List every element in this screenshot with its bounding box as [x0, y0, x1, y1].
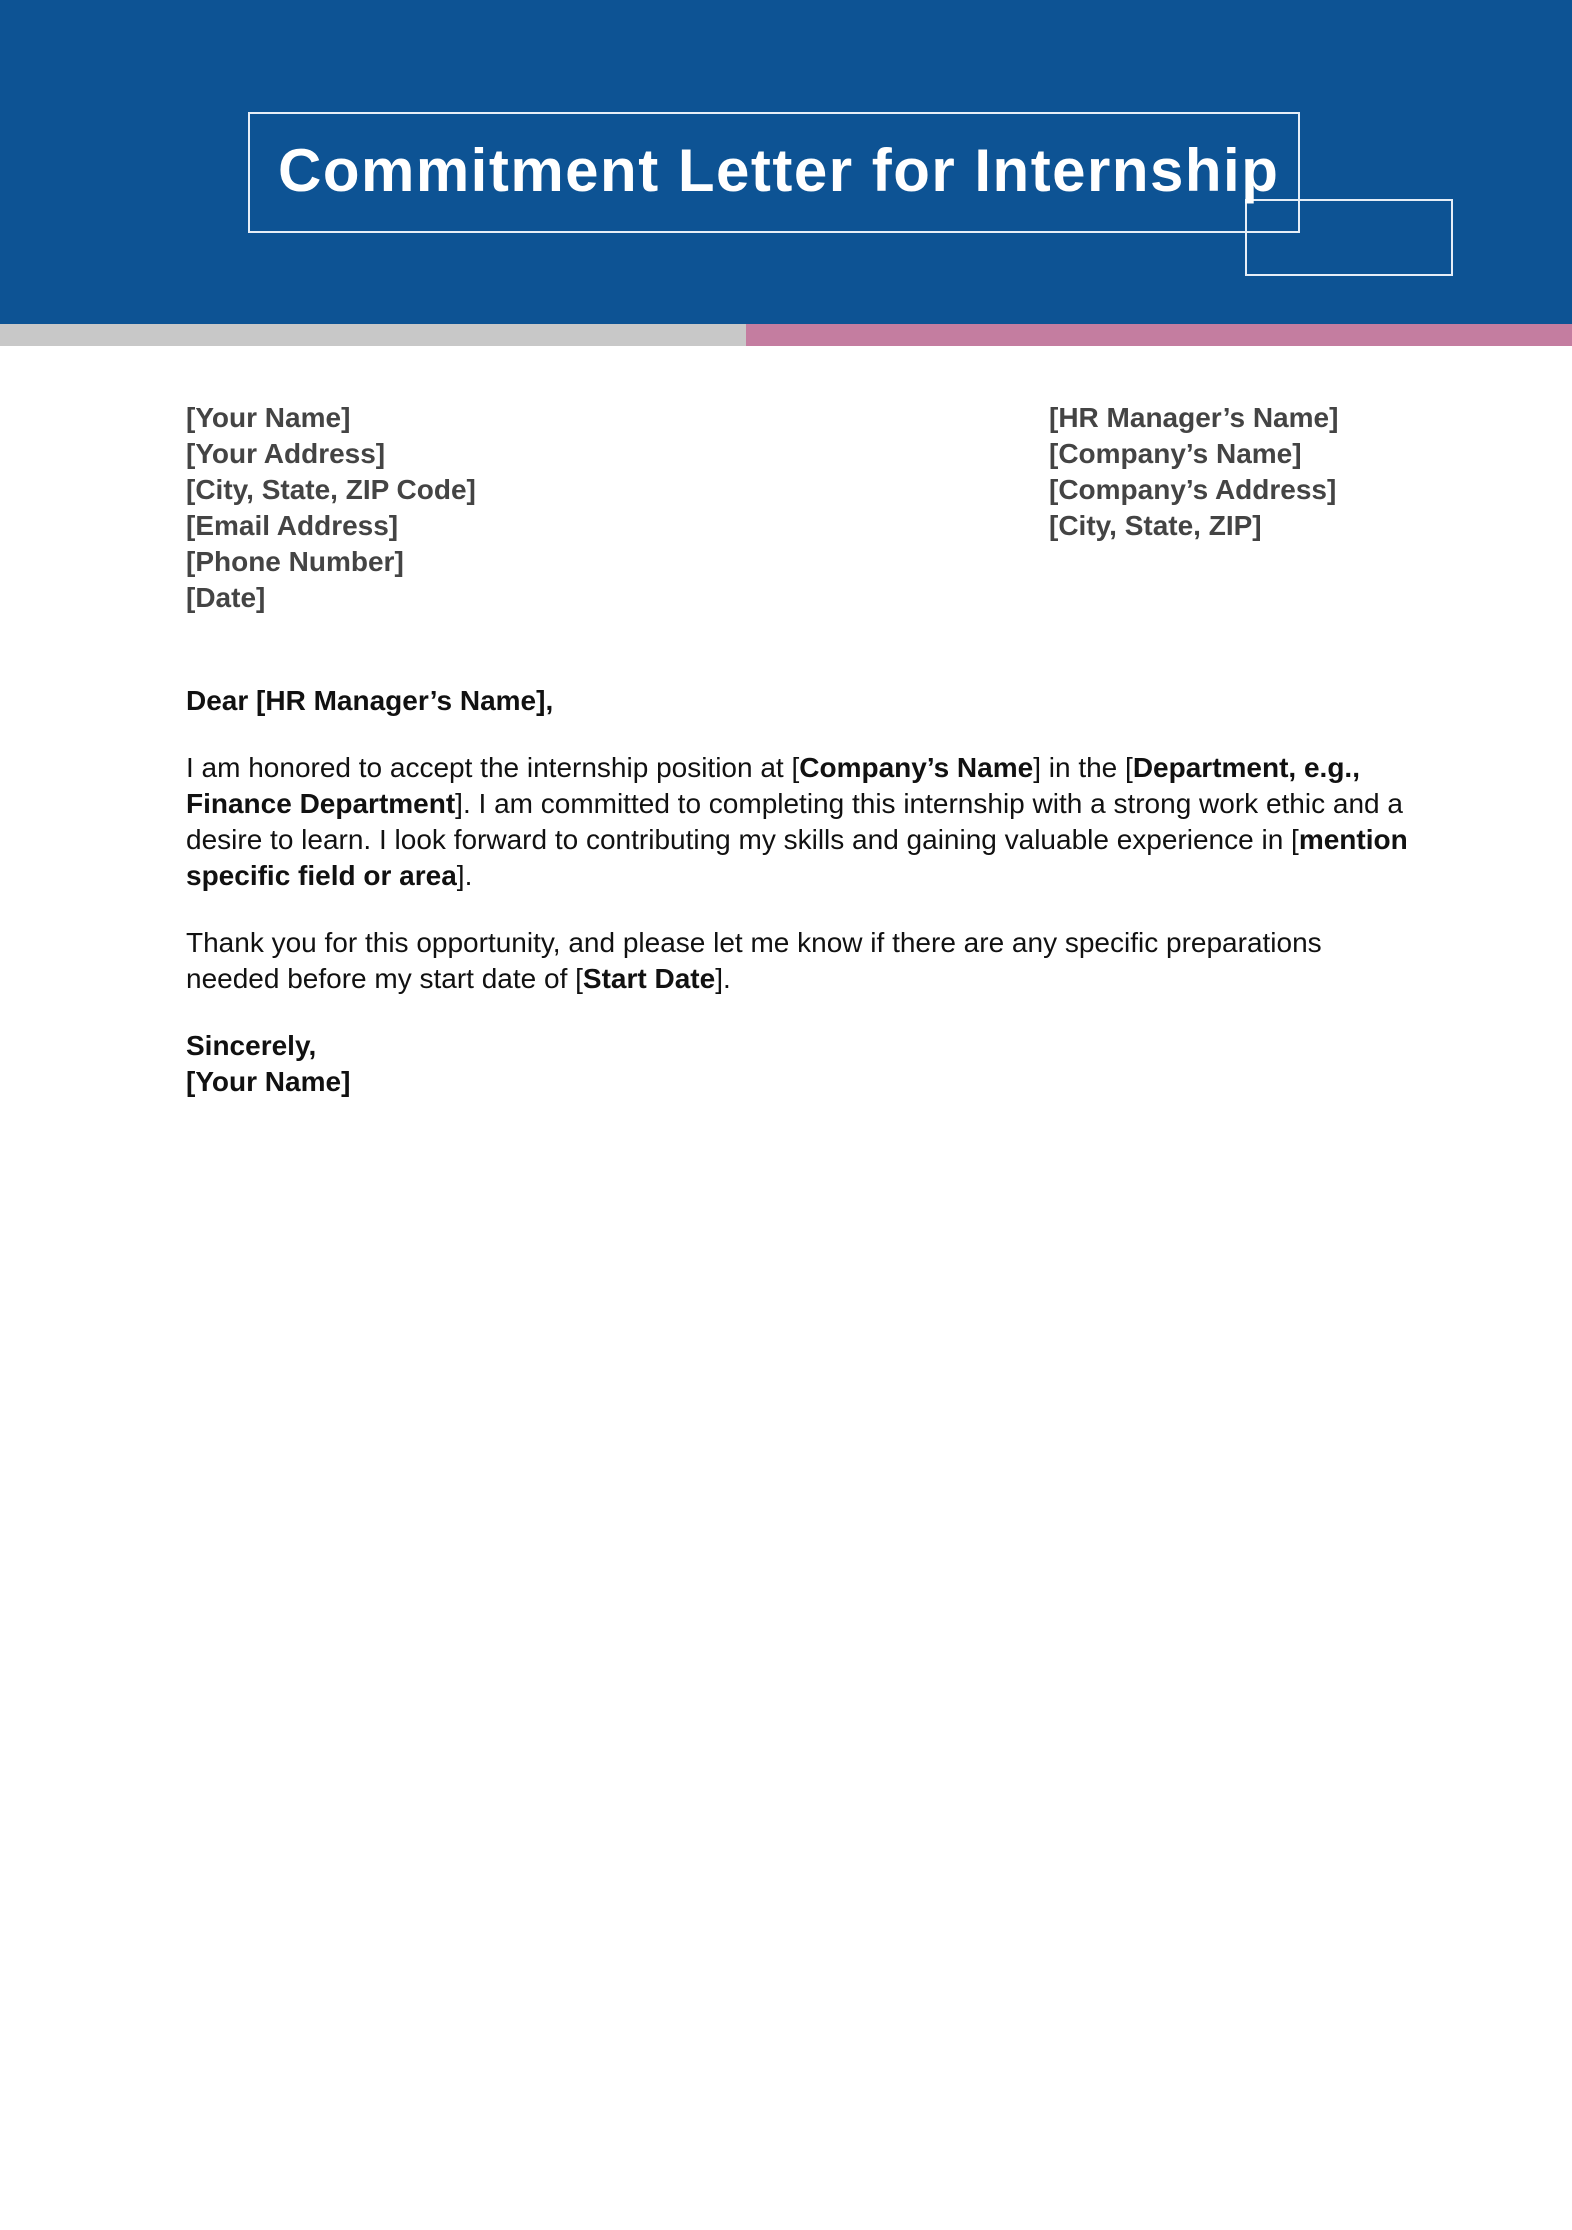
sender-name: [Your Name]	[186, 402, 351, 433]
recipient-name: [HR Manager’s Name]	[1049, 402, 1339, 433]
recipient-company-address: [Company’s Address]	[1049, 474, 1337, 505]
department-placeholder: Department, e.g., Finance Department	[186, 752, 1360, 819]
recipient-city-state-zip: [City, State, ZIP]	[1049, 510, 1262, 541]
closing: Sincerely,	[186, 1030, 317, 1061]
sender-email: [Email Address]	[186, 510, 399, 541]
header-band	[0, 0, 1572, 324]
sender-phone: [Phone Number]	[186, 546, 404, 577]
paragraph-acceptance-text-2: ] in the [	[1033, 752, 1133, 783]
letter-body	[186, 683, 1416, 1100]
salutation: Dear [HR Manager’s Name],	[186, 685, 554, 716]
field-area-placeholder: mention specific field or area	[186, 824, 1408, 891]
sender-date: [Date]	[186, 582, 266, 613]
paragraph-acceptance-text-1: I am honored to accept the internship position at [	[186, 752, 800, 783]
divider-strip-pink	[746, 324, 1572, 346]
paragraph-acceptance	[186, 750, 1416, 894]
paragraph-thanks-text-2: ].	[715, 963, 731, 994]
sender-city-state-zip: [City, State, ZIP Code]	[186, 474, 476, 505]
sender-address-block	[186, 400, 476, 616]
recipient-company: [Company’s Name]	[1049, 438, 1302, 469]
paragraph-acceptance-text-4: ].	[456, 860, 473, 891]
start-date-placeholder: Start Date	[582, 963, 716, 994]
company-name-placeholder: Company’s Name	[799, 752, 1034, 783]
paragraph-acceptance-text-3: ]. I am committed to completing this internship with a strong work ethic and a desire to learn. I look forward to contributing my skills and gaining valuable experience in [	[186, 788, 1403, 855]
signature-open-bracket: [	[186, 1066, 196, 1097]
divider-strip-gray	[0, 324, 746, 346]
signature-close-bracket: ]	[341, 1066, 351, 1097]
signature-name: Your Name	[195, 1066, 342, 1097]
signature	[186, 1064, 1416, 1100]
paragraph-thanks-text-1: Thank you for this opportunity, and please let me know if there are any specific preparations needed before my start date of [	[186, 927, 1322, 994]
sender-address: [Your Address]	[186, 438, 386, 469]
paragraph-thanks	[186, 925, 1416, 997]
page-title: Commitment Letter for Internship	[278, 137, 1280, 204]
recipient-address-block	[1049, 400, 1338, 544]
